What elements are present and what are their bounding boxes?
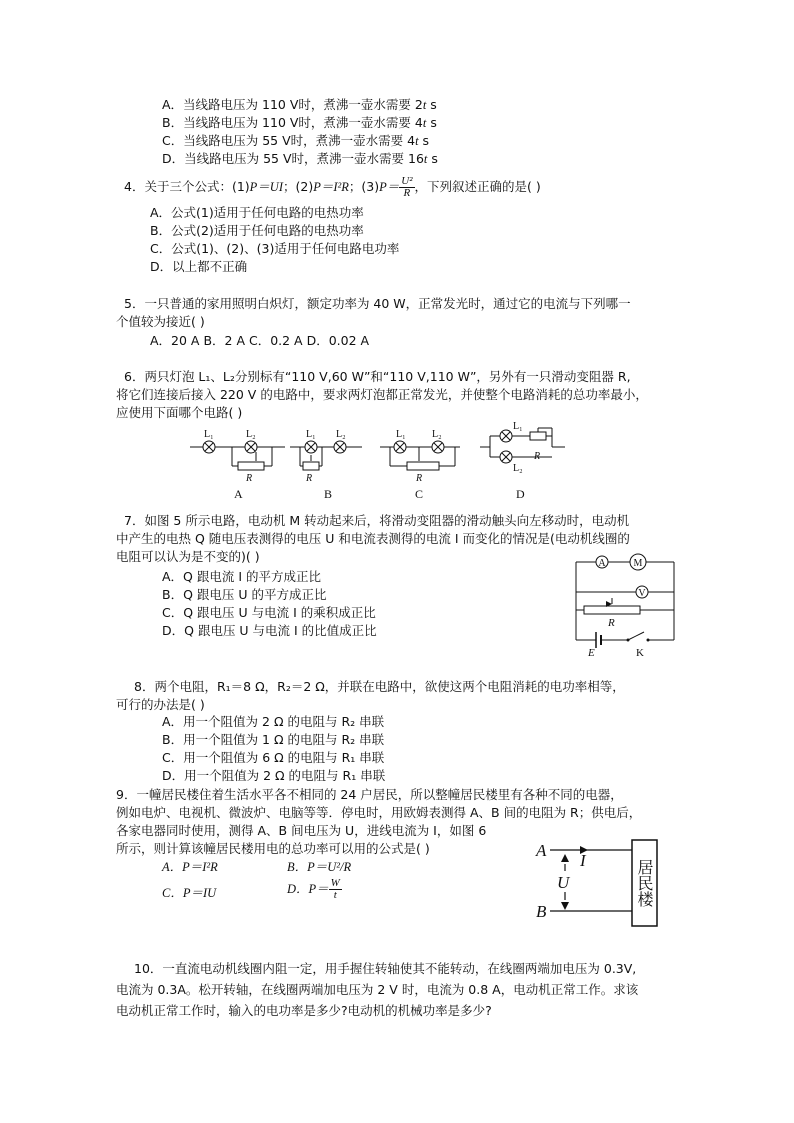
- q7-rheostat-label: R: [608, 617, 615, 629]
- q10-stem-line2: 电流为 0.3A。松开转轴，在线圈两端加电压为 2 V 时，电流为 0.8 A，电动机正常工作。求该: [116, 982, 639, 997]
- q3-option-a: A．当线路电压为 110 V时，煮沸一壶水需要 2t s: [162, 97, 437, 112]
- q9-point-b-label: B: [536, 902, 547, 921]
- q9-option-b: B．P＝U²/R: [287, 860, 352, 874]
- q9-option-d: D．P＝ $\frac{W}{t}$: [287, 877, 340, 901]
- circuit-b-l2-label: L₂: [336, 429, 346, 440]
- q9-option-a: A．P＝I²R: [162, 860, 218, 874]
- q9-option-c: C．P＝IU: [162, 886, 217, 900]
- circuit-b-caption: B: [324, 487, 333, 501]
- q6-stem-line1: 6．两只灯泡 L₁、L₂分别标有“110 V,60 W”和“110 V,110 W”，另外有一只滑动变阻器 R,: [124, 369, 631, 384]
- q8-option-b: B．用一个阻值为 1 Ω 的电阻与 R₂ 串联: [162, 732, 385, 747]
- q5-options: A．20 A B．2 A C．0.2 A D．0.02 A: [150, 333, 370, 348]
- circuit-d-l2-label: L₂: [513, 463, 523, 474]
- circuit-a-l1-label: L₁: [204, 429, 214, 440]
- q5-stem-line2: 个值较为接近( ): [116, 314, 205, 329]
- q9-stem-line3: 各家电器同时使用，测得 A、B 间电压为 U，进线电流为 I，如图 6: [116, 823, 487, 838]
- circuit-c-l1-label: L₁: [396, 429, 406, 440]
- q4-formula3-fraction: $\frac{\text{U²}}{R}$: [401, 175, 413, 199]
- q6-stem-line3: 应使用下面哪个电路( ): [116, 405, 243, 420]
- q7-ammeter-icon: A: [598, 558, 606, 569]
- q8-option-a: A．用一个阻值为 2 Ω 的电阻与 R₂ 串联: [162, 714, 385, 729]
- q7-motor-icon: M: [633, 558, 643, 569]
- q10-stem-line3: 电动机正常工作时，输入的电功率是多少?电动机的机械功率是多少?: [116, 1003, 492, 1018]
- q10-stem-line1: 10．一直流电动机线圈内阻一定，用手握住转轴使其不能转动，在线圈两端加电压为 0.3V,: [134, 961, 637, 976]
- q4-option-c: C．公式(1)、(2)、(3)适用于任何电路电功率: [150, 241, 400, 256]
- q9-current-label: I: [580, 851, 586, 870]
- q7-stem-line3: 电阻可以认为是不变的)( ): [116, 549, 260, 564]
- circuit-c-r-label: R: [416, 473, 423, 484]
- q9-building-label: 居民楼: [635, 859, 654, 907]
- q7-option-b: B．Q 跟电压 U 的平方成正比: [162, 587, 327, 602]
- q8-option-c: C．用一个阻值为 6 Ω 的电阻与 R₁ 串联: [162, 750, 385, 765]
- circuit-b-r-label: R: [306, 473, 313, 484]
- q9-stem-line1: 9．一幢居民楼住着生活水平各不相同的 24 户居民，所以整幢居民楼里有各种不同的电器，: [116, 787, 623, 802]
- q8-stem-line2: 可行的办法是( ): [116, 697, 205, 712]
- q9-point-a-label: A: [536, 841, 547, 860]
- q9-stem-line2: 例如电炉、电视机、微波炉、电脑等等．停电时，用欧姆表测得 A、B 间的电阻为 R；供电后，: [116, 805, 642, 820]
- q7-option-d: D．Q 跟电压 U 与电流 I 的比值成正比: [162, 623, 377, 638]
- circuit-a-caption: A: [234, 487, 243, 501]
- q7-option-a: A．Q 跟电流 I 的平方成正比: [162, 569, 321, 584]
- q9-voltage-label: U: [557, 873, 570, 892]
- circuit-a-r-label: R: [246, 473, 253, 484]
- q7-switch-label: K: [636, 647, 644, 659]
- circuit-c-l2-label: L₂: [432, 429, 442, 440]
- q3-option-c: C．当线路电压为 55 V时，煮沸一壶水需要 4t s: [162, 133, 430, 148]
- q4-option-d: D．以上都不正确: [150, 259, 248, 274]
- q7-battery-label: E: [588, 647, 595, 659]
- q4-option-a: A．公式(1)适用于任何电路的电热功率: [150, 205, 364, 220]
- circuit-c-caption: C: [415, 487, 424, 501]
- q7-stem-line2: 中产生的电热 Q 随电压表测得的电压 U 和电流表测得的电流 I 而变化的情况是(电动机线圈的: [116, 531, 630, 546]
- circuit-a-l2-label: L₂: [246, 429, 256, 440]
- q9-stem-line4: 所示，则计算该幢居民楼用电的总功率可以用的公式是( ): [116, 841, 430, 856]
- circuit-d-caption: D: [516, 487, 525, 501]
- q8-option-d: D．用一个阻值为 2 Ω 的电阻与 R₁ 串联: [162, 768, 386, 783]
- q9-option-d-fraction: $\frac{W}{t}$: [330, 877, 340, 901]
- q6-stem-line2: 将它们连接后接入 220 V 的电路中，要求两灯泡都正常发光，并使整个电路消耗的总功率最小，: [116, 387, 648, 402]
- q8-stem-line1: 8．两个电阻，R₁＝8 Ω，R₂＝2 Ω，并联在电路中，欲使这两个电阻消耗的电功率相等，: [134, 679, 625, 694]
- q4-stem: 4．关于三个公式：(1)P＝UI；(2)P＝I²R；(3)P＝ $\frac{\text{U²}}{R}$ ，下列叙述正确的是( ): [124, 175, 541, 199]
- circuit-d-l1-label: L₁: [513, 421, 523, 432]
- q7-voltmeter-icon: V: [638, 588, 646, 599]
- q3-option-b: B．当线路电压为 110 V时，煮沸一壶水需要 4t s: [162, 115, 437, 130]
- q4-option-b: B．公式(2)适用于任何电路的电热功率: [150, 223, 364, 238]
- q3-option-d: D．当线路电压为 55 V时，煮沸一壶水需要 16t s: [162, 151, 438, 166]
- q7-option-c: C．Q 跟电压 U 与电流 I 的乘积成正比: [162, 605, 376, 620]
- circuit-b-l1-label: L₁: [306, 429, 316, 440]
- q7-stem-line1: 7．如图 5 所示电路，电动机 M 转动起来后，将滑动变阻器的滑动触头向左移动时，电动机: [124, 513, 630, 528]
- circuit-d-r-label: R: [534, 451, 541, 462]
- q5-stem-line1: 5．一只普通的家用照明白炽灯，额定功率为 40 W，正常发光时，通过它的电流与下列哪一: [124, 296, 631, 311]
